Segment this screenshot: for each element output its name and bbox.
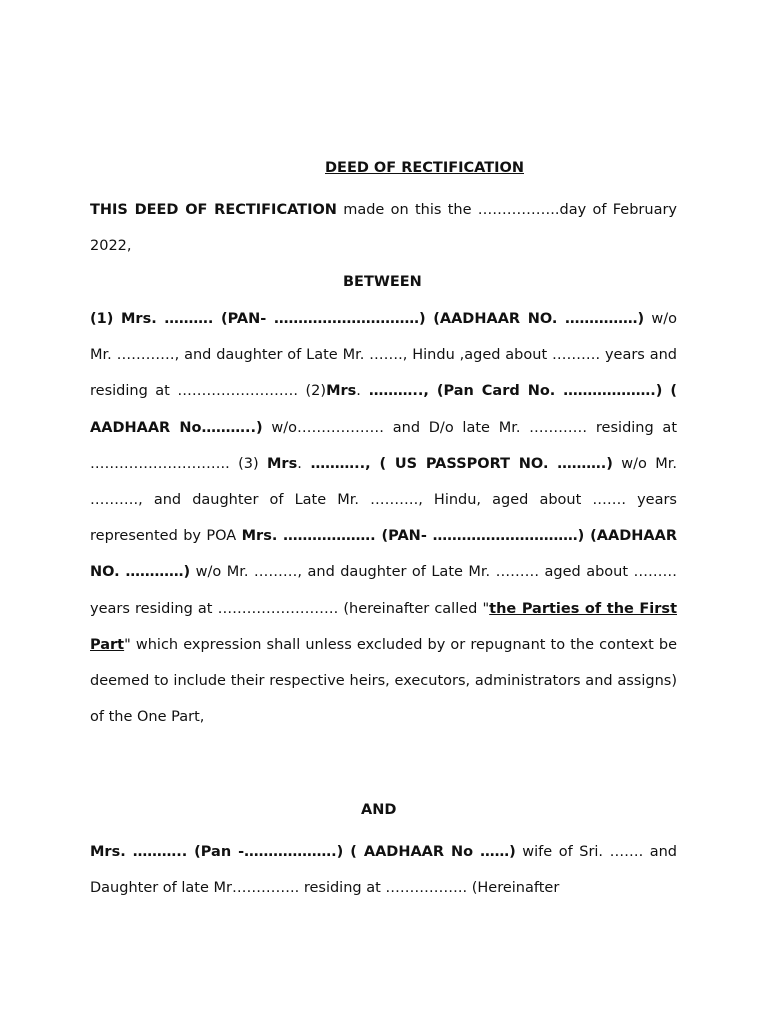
- intro-rest: made on this the ……………..day of February 2022,: [90, 202, 677, 255]
- first-part-paragraph: [90, 301, 677, 735]
- party-2-identifiers: ……….., (Pan Card No. ……………….) ( AADHAAR No………..): [90, 383, 678, 436]
- intro-lead: THIS DEED OF RECTIFICATION: [90, 202, 337, 218]
- party-3-details: w/o Mr. ………., and daughter of Late Mr. ………., Hindu, aged about ……. years represented by POA: [90, 455, 677, 545]
- party-1-identifiers: (1) Mrs. ………. (PAN- …………………………) (AADHAAR NO. ……………): [90, 311, 645, 327]
- and-heading: AND: [361, 802, 397, 818]
- party-2-title: Mrs: [326, 383, 357, 400]
- party-3-title: Mrs: [266, 455, 298, 472]
- poa-details: w/o Mr. ………, and daughter of Late Mr. ……… aged about ……… years residing at ……………………. (hereinafter called ": [90, 564, 678, 617]
- first-part-closing: " which expression shall unless excluded by or repugnant to the context be deemed to include their respective heirs, executors, administrators and assigns) of the One Part,: [90, 636, 677, 726]
- first-part-defined-term: the Parties of the First Part: [90, 600, 677, 653]
- party-3-title-dot: .: [297, 455, 302, 472]
- party-1-details: w/o Mr. …………, and daughter of Late Mr. ……., Hindu ,aged about ………. years and residing at ……………………. (2): [90, 311, 677, 400]
- second-party-details: wife of Sri. ……. and Daughter of late Mr………….. residing at …………….. (Hereinafter: [90, 844, 677, 897]
- party-2-details: w/o……………… and D/o late Mr. ………… residing at ……………………….. (3): [90, 419, 678, 472]
- party-2-title-dot: .: [356, 383, 361, 400]
- second-party-identifiers: Mrs. ……….. (Pan -……………….) ( AADHAAR No ……): [90, 844, 516, 860]
- intro-paragraph: [90, 192, 677, 264]
- poa-identifiers: Mrs. ………………. (PAN- …………………………) (AADHAAR NO. …………): [90, 528, 677, 581]
- document-title: DEED OF RECTIFICATION: [325, 160, 524, 176]
- between-heading: BETWEEN: [343, 274, 422, 290]
- second-part-paragraph: [90, 834, 677, 906]
- party-3-identifiers: ……….., ( US PASSPORT NO. ……….): [301, 455, 613, 472]
